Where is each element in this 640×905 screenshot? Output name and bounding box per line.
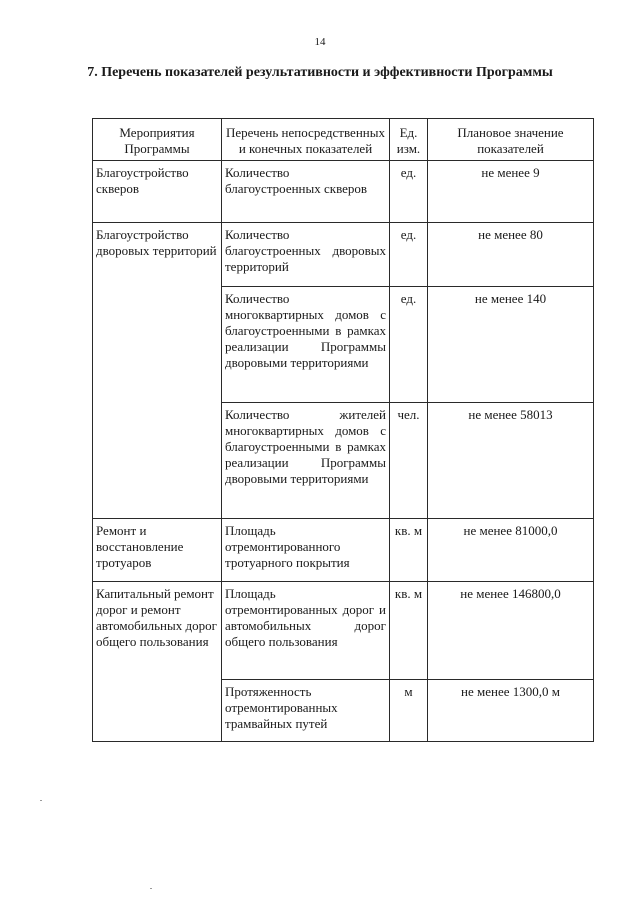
unit-cell: чел.	[390, 403, 428, 519]
unit-cell: ед.	[390, 161, 428, 223]
indicator-cell: Протяженность отремонтированных трамвайных путей	[222, 680, 390, 742]
unit-cell: ед.	[390, 223, 428, 287]
activity-cell: Благоустройство скверов	[93, 161, 222, 223]
unit-cell: м	[390, 680, 428, 742]
indicators-table	[92, 118, 594, 742]
activity-cell: Ремонт и восстановление тротуаров	[93, 519, 222, 582]
header-unit: Ед. изм.	[390, 119, 428, 161]
activity-cell: Благоустройство дворовых территорий	[93, 223, 222, 519]
indicator-cell: Количество благоустроенных скверов	[222, 161, 390, 223]
value-cell: не менее 146800,0	[428, 582, 594, 680]
header-value: Плановое значение показателей	[428, 119, 594, 161]
table-row	[93, 582, 594, 680]
scan-speck	[150, 888, 152, 889]
unit-cell: кв. м	[390, 582, 428, 680]
value-cell: не менее 81000,0	[428, 519, 594, 582]
header-activity: Мероприятия Программы	[93, 119, 222, 161]
section-title: 7. Перечень показателей результативности и эффективности Программы	[87, 65, 553, 80]
unit-cell: ед.	[390, 287, 428, 403]
header-indicator: Перечень непосредственных и конечных показателей	[222, 119, 390, 161]
table-row	[93, 223, 594, 287]
scan-speck	[40, 800, 42, 801]
value-cell: не менее 140	[428, 287, 594, 403]
activity-cell: Капитальный ремонт дорог и ремонт автомобильных дорог общего пользования	[93, 582, 222, 742]
table-header-row	[93, 119, 594, 161]
indicator-cell: Площадь отремонтированного тротуарного покрытия	[222, 519, 390, 582]
indicator-cell: Количество жителей многоквартирных домов с благоустроенными в рамках реализации Программы дворовыми территориями	[222, 403, 390, 519]
value-cell: не менее 58013	[428, 403, 594, 519]
value-cell: не менее 9	[428, 161, 594, 223]
unit-cell: кв. м	[390, 519, 428, 582]
value-cell: не менее 80	[428, 223, 594, 287]
indicator-cell: Количество благоустроенных дворовых территорий	[222, 223, 390, 287]
indicator-cell: Площадь отремонтированных дорог и автомобильных дорог общего пользования	[222, 582, 390, 680]
table-row	[93, 519, 594, 582]
page-number: 14	[314, 36, 326, 48]
table-row	[93, 161, 594, 223]
value-cell: не менее 1300,0 м	[428, 680, 594, 742]
indicator-cell: Количество многоквартирных домов с благоустроенными в рамках реализации Программы дворовыми территориями	[222, 287, 390, 403]
